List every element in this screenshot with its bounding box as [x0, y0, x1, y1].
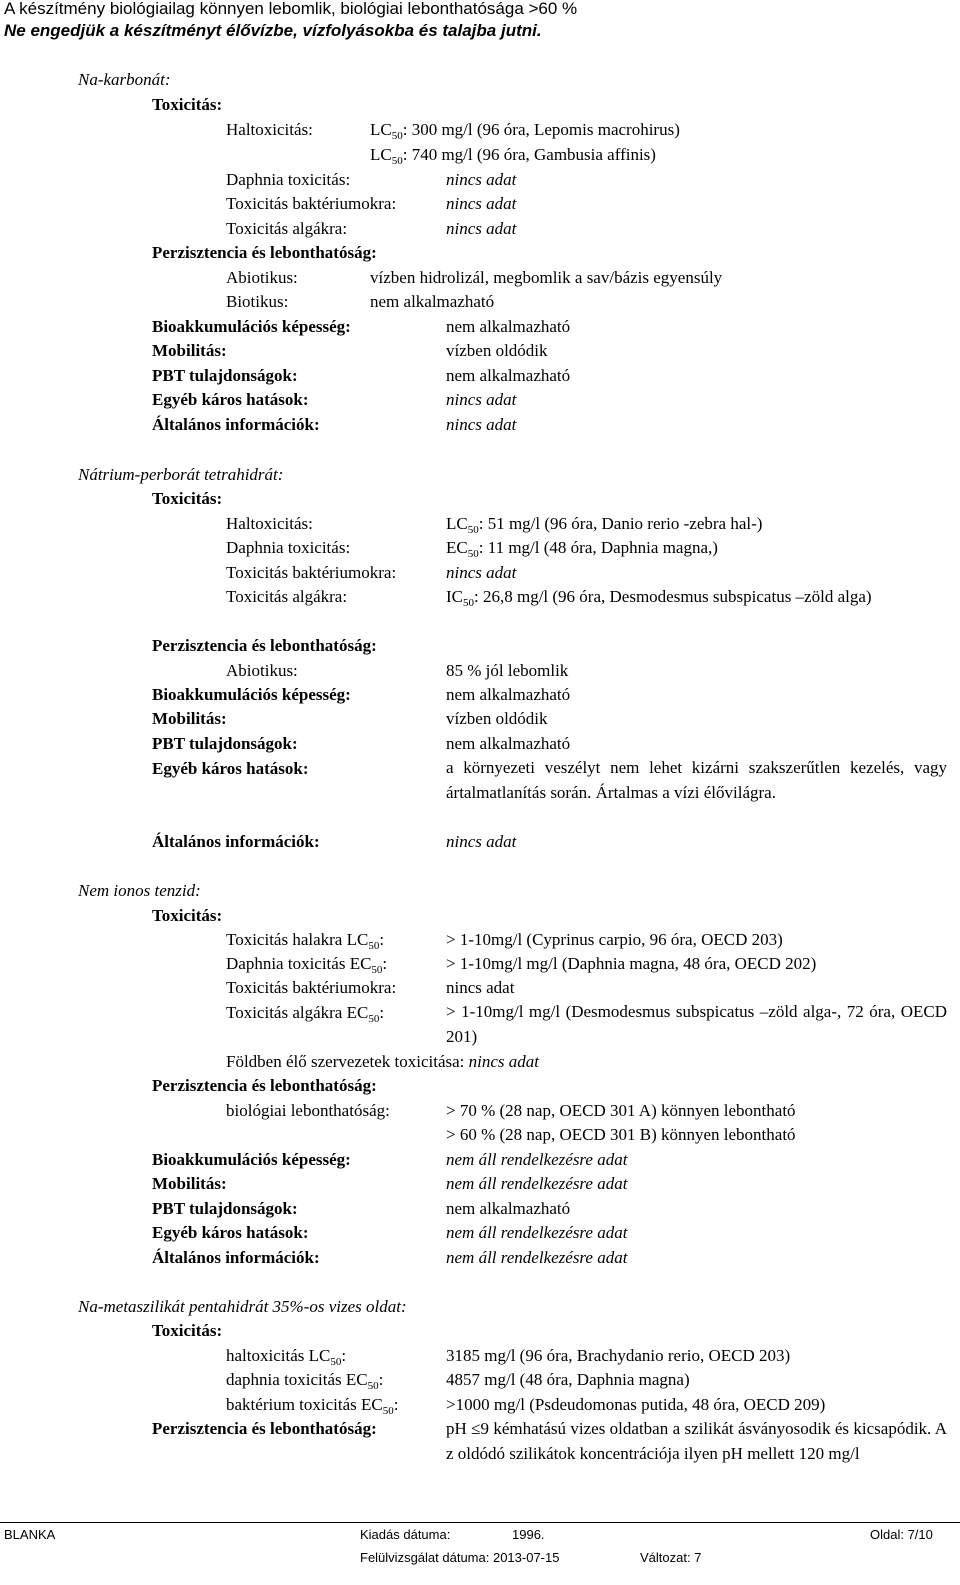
bacteria-toxicity-value: nincs adat [446, 978, 515, 997]
fish-toxicity-value: $LC_{50}$: 51 mg/l (96 óra, Danio rerio -zebra hal-) [446, 514, 763, 536]
general-info-value: nincs adat [446, 832, 517, 851]
other-effects-label: Egyéb káros hatások: [152, 759, 309, 778]
fish-toxicity-value-2: $LC_{50}$: 740 mg/l (96 óra, Gambusia affinis) [370, 145, 656, 167]
algae-toxicity-label: Toxicitás algákra: [226, 587, 348, 606]
algae-toxicity-label: Toxicitás algákra $EC_{50}$: [226, 1003, 385, 1025]
toxicity-heading: Toxicitás: [152, 489, 223, 508]
daphnia-toxicity-label: Daphnia toxicitás: [226, 170, 351, 189]
bioaccumulation-value: nem alkalmazható [446, 685, 571, 704]
other-effects-label: Egyéb káros hatások: [152, 390, 309, 409]
toxicity-heading: Toxicitás: [152, 906, 223, 925]
daphnia-toxicity-value: nincs adat [446, 170, 517, 189]
other-effects-label: Egyéb káros hatások: [152, 1223, 309, 1242]
mobility-value: vízben oldódik [446, 341, 548, 360]
general-info-label: Általános információk: [152, 415, 320, 434]
pbt-value: nem alkalmazható [446, 1199, 571, 1218]
bacteria-toxicity-value: nincs adat [446, 563, 517, 582]
mobility-label: Mobilitás: [152, 709, 227, 728]
persistence-heading: Perzisztencia és lebonthatóság: [152, 243, 377, 262]
biotic-value: nem alkalmazható [370, 292, 495, 311]
header-line-2: Ne engedjük a készítményt élővízbe, vízfolyásokba és talajba jutni. [4, 21, 542, 40]
bacteria-toxicity-label: Toxicitás baktériumokra: [226, 194, 397, 213]
pbt-label: PBT tulajdonságok: [152, 366, 298, 385]
footer-version: Változat: 7 [640, 1550, 702, 1565]
footer-company: BLANKA [4, 1527, 56, 1542]
other-effects-value: nem áll rendelkezésre adat [446, 1223, 628, 1242]
daphnia-toxicity-value: $EC_{50}$: 11 mg/l (48 óra, Daphnia magna,) [446, 538, 718, 560]
daphnia-toxicity-label: Daphnia toxicitás: [226, 538, 351, 557]
bacteria-toxicity-label: baktérium toxicitás $EC_{50}$: [226, 1395, 399, 1417]
bioaccumulation-label: Bioakkumulációs képesség: [152, 1150, 351, 1169]
fish-toxicity-label: haltoxicitás $LC_{50}$: [226, 1346, 347, 1368]
footer-page-number: Oldal: 7/10 [870, 1527, 933, 1542]
other-effects-value: nincs adat [446, 390, 517, 409]
bacteria-toxicity-label: Toxicitás baktériumokra: [226, 563, 397, 582]
section-title-tenzid: Nem ionos tenzid: [78, 881, 201, 900]
pbt-label: PBT tulajdonságok: [152, 1199, 298, 1218]
fish-toxicity-value: > 1-10mg/l (Cyprinus carpio, 96 óra, OECD 203) [446, 930, 783, 949]
footer-issue-date-value: 1996. [512, 1527, 545, 1542]
abiotic-value: vízben hidrolizál, megbomlik a sav/bázis egyensúly [370, 268, 723, 287]
soil-organism-toxicity: Földben élő szervezetek toxicitása: nincs adat [226, 1052, 539, 1071]
persistence-heading: Perzisztencia és lebonthatóság: [152, 636, 377, 655]
daphnia-toxicity-label: Daphnia toxicitás $EC_{50}$: [226, 954, 388, 976]
footer-issue-date-label: Kiadás dátuma: [360, 1527, 451, 1542]
persistence-value: pH ≤9 kémhatású vizes oldatban a szilikát ásványosodik és kicsapódik. A z oldódó szilikátok koncentrációja ilyen pH mellett 120 mg/l [446, 1419, 947, 1463]
other-effects-value: a környezeti veszélyt nem lehet kizárni szakszerűtlen kezelés, vagy ártalmatlanítás során. Ártalmas a vízi élővilágra. [446, 758, 947, 802]
biodegradability-value-1: > 70 % (28 nap, OECD 301 A) könnyen lebontható [446, 1101, 796, 1120]
daphnia-toxicity-value: 4857 mg/l (48 óra, Daphnia magna) [446, 1370, 690, 1389]
algae-toxicity-value: > 1-10mg/l mg/l (Desmodesmus subspicatus –zöld alga-, 72 óra, OECD 201) [446, 1002, 947, 1046]
daphnia-toxicity-value: > 1-10mg/l mg/l (Daphnia magna, 48 óra, OECD 202) [446, 954, 817, 973]
section-title-metaszilikat: Na-metaszilikát pentahidrát 35%-os vizes oldat: [78, 1297, 407, 1316]
mobility-value: nem áll rendelkezésre adat [446, 1174, 628, 1193]
daphnia-toxicity-label: daphnia toxicitás $EC_{50}$: [226, 1370, 384, 1392]
pbt-value: nem alkalmazható [446, 734, 571, 753]
algae-toxicity-value: $IC_{50}$: 26,8 mg/l (96 óra, Desmodesmus subspicatus –zöld alga) [446, 587, 872, 609]
bacteria-toxicity-value: nincs adat [446, 194, 517, 213]
fish-toxicity-label: Haltoxicitás: [226, 120, 313, 139]
toxicity-heading: Toxicitás: [152, 1321, 223, 1340]
toxicity-heading: Toxicitás: [152, 95, 223, 114]
pbt-label: PBT tulajdonságok: [152, 734, 298, 753]
general-info-value: nem áll rendelkezésre adat [446, 1248, 628, 1267]
bioaccumulation-value: nem alkalmazható [446, 317, 571, 336]
persistence-heading: Perzisztencia és lebonthatóság: [152, 1419, 377, 1438]
abiotic-value: 85 % jól lebomlik [446, 661, 569, 680]
bacteria-toxicity-label: Toxicitás baktériumokra: [226, 978, 397, 997]
biodegradability-value-2: > 60 % (28 nap, OECD 301 B) könnyen lebontható [446, 1125, 796, 1144]
fish-toxicity-value: 3185 mg/l (96 óra, Brachydanio rerio, OECD 203) [446, 1346, 791, 1365]
persistence-heading: Perzisztencia és lebonthatóság: [152, 1076, 377, 1095]
mobility-label: Mobilitás: [152, 341, 227, 360]
abiotic-label: Abiotikus: [226, 661, 298, 680]
footer-divider [0, 1522, 960, 1523]
header-line-1: A készítmény biológiailag könnyen lebomlik, biológiai lebonthatósága >60 % [4, 0, 578, 18]
bioaccumulation-label: Bioakkumulációs képesség: [152, 685, 351, 704]
footer-review-date: Felülvizsgálat dátuma: 2013-07-15 [360, 1550, 560, 1565]
biotic-label: Biotikus: [226, 292, 289, 311]
fish-toxicity-value-1: $LC_{50}$: 300 mg/l (96 óra, Lepomis macrohirus) [370, 120, 680, 142]
abiotic-label: Abiotikus: [226, 268, 298, 287]
section-title-na-karbonat: Na-karbonát: [78, 70, 171, 89]
fish-toxicity-label: Toxicitás halakra $LC_{50}$: [226, 930, 385, 952]
general-info-label: Általános információk: [152, 1248, 320, 1267]
mobility-value: vízben oldódik [446, 709, 548, 728]
bacteria-toxicity-value: >1000 mg/l (Psdeudomonas putida, 48 óra, OECD 209) [446, 1395, 826, 1414]
fish-toxicity-label: Haltoxicitás: [226, 514, 313, 533]
algae-toxicity-value: nincs adat [446, 219, 517, 238]
pbt-value: nem alkalmazható [446, 366, 571, 385]
algae-toxicity-label: Toxicitás algákra: [226, 219, 348, 238]
mobility-label: Mobilitás: [152, 1174, 227, 1193]
general-info-label: Általános információk: [152, 832, 320, 851]
general-info-value: nincs adat [446, 415, 517, 434]
bioaccumulation-label: Bioakkumulációs képesség: [152, 317, 351, 336]
biodegradability-label: biológiai lebonthatóság: [226, 1101, 390, 1120]
section-title-perborat: Nátrium-perborát tetrahidrát: [78, 465, 284, 484]
bioaccumulation-value: nem áll rendelkezésre adat [446, 1150, 628, 1169]
